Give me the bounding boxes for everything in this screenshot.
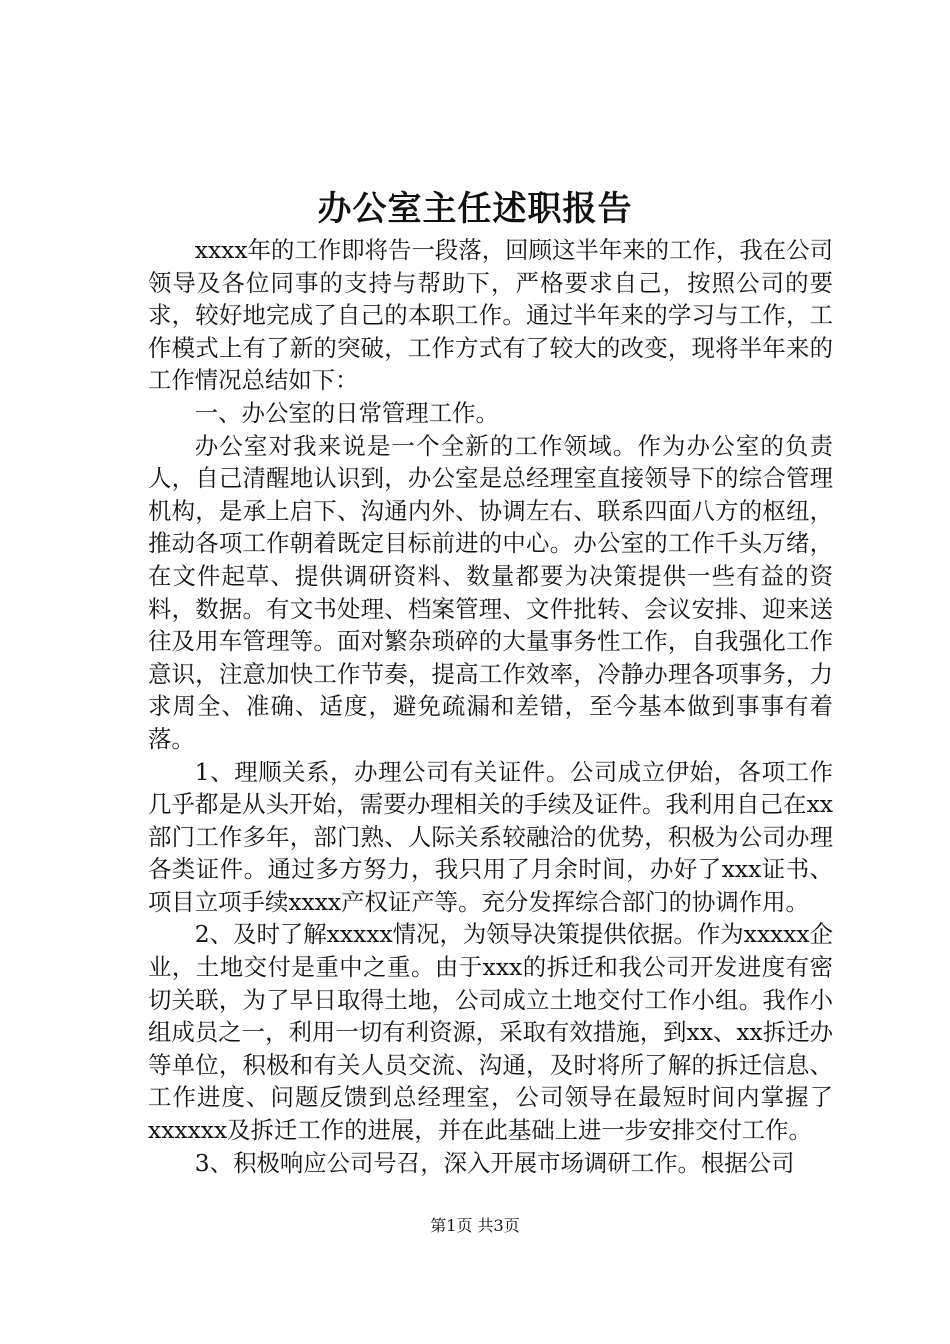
paragraph-item-3: 3、积极响应公司号召，深入开展市场调研工作。根据公司 <box>194 1148 795 1177</box>
paragraph-item-2: 2、及时了解xxxxx情况，为领导决策提供依据。作为xxxxx企业，土地交付是重中之重。由于xxx的拆迁和我公司开发进度有密切关联，为了早日取得土地，公司成立土地交付工作小组。我作小组成员之一，利用一切有利资源，采取有效措施，到xx、xx拆迁办等单位，积极和有关人员交流、沟通，及时将所了解的拆迁信息、工作进度、问题反馈到总经理室，公司领导在最短时间内掌握了xxxxxx及拆迁工作的进展，并在此基础上进一步安排交付工作。 <box>148 920 833 1145</box>
document-title: 办公室主任述职报告 <box>317 189 633 229</box>
paragraph-office-role: 办公室对我来说是一个全新的工作领域。作为办公室的负责人，自己清醒地认识到，办公室是总经理室直接领导下的综合管理机构，是承上启下、沟通内外、协调左右、联系四面八方的枢纽，推动各项工作朝着既定目标前进的中心。办公室的工作千头万绪，在文件起草、提供调研资料、数量都要为决策提供一些有益的资料，数据。有文书处理、档案管理、文件批转、会议安排、迎来送往及用车管理等。面对繁杂琐碎的大量事务性工作，自我强化工作意识，注意加快工作节奏，提高工作效率，冷静办理各项事务，力求周全、准确、适度，避免疏漏和差错，至今基本做到事事有着落。 <box>148 431 833 753</box>
paragraph-item-1: 1、理顺关系，办理公司有关证件。公司成立伊始，各项工作几乎都是从头开始，需要办理相关的手续及证件。我利用自己在xx部门工作多年，部门熟、人际关系较融洽的优势，积极为公司办理各类证件。通过多方努力，我只用了月余时间，办好了xxx证书、项目立项手续xxxx产权证产等。充分发挥综合部门的协调作用。 <box>148 757 833 916</box>
document-body <box>148 234 833 1179</box>
section-heading-daily-management: 一、办公室的日常管理工作。 <box>194 398 499 427</box>
page-number-footer: 第1页 共3页 <box>430 1216 520 1235</box>
paragraph-intro: xxxx年的工作即将告一段落，回顾这半年来的工作，我在公司领导及各位同事的支持与帮助下，严格要求自己，按照公司的要求，较好地完成了自己的本职工作。通过半年来的学习与工作，工作模式上有了新的突破，工作方式有了较大的改变，现将半年来的工作情况总结如下： <box>148 236 833 395</box>
